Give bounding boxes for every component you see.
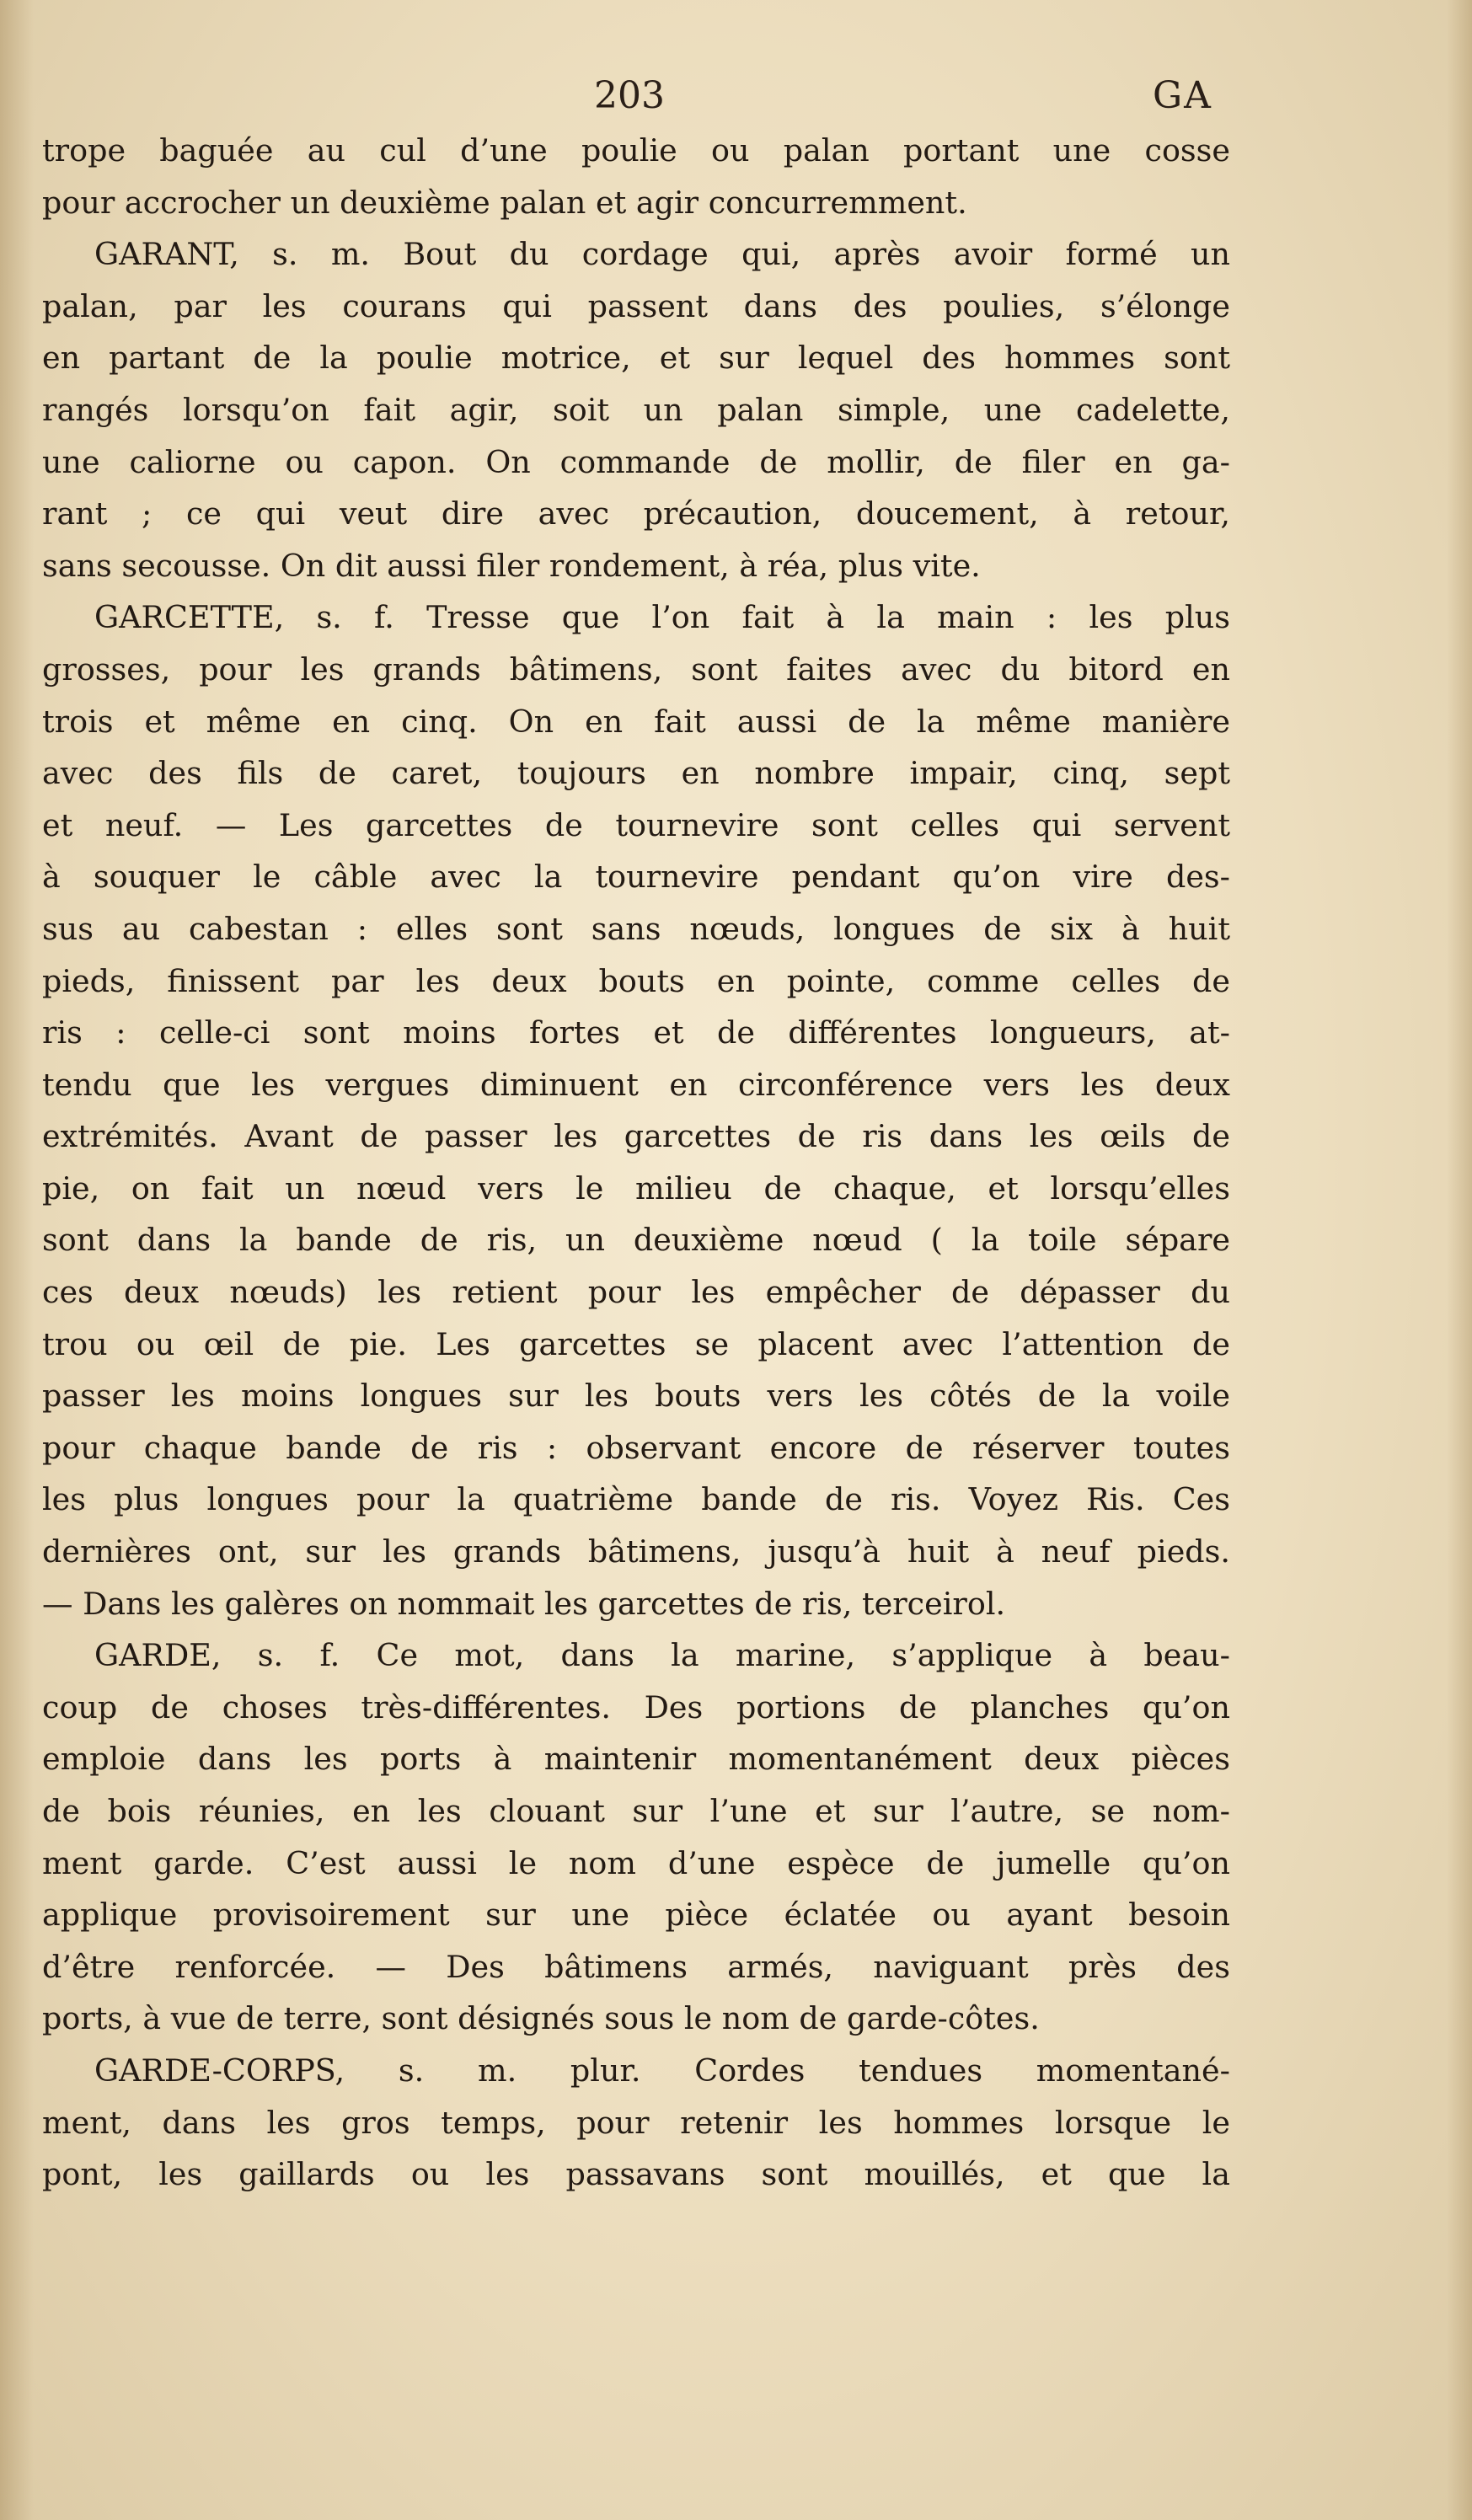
text-line: emploie dans les ports à maintenir momentanément deux pièces — [42, 1741, 1230, 1778]
text-line: pour chaque bande de ris : observant encore de réserver toutes — [42, 1429, 1230, 1466]
text-line: pie, on fait un nœud vers le milieu de chaque, et lorsqu’elles — [42, 1169, 1230, 1206]
running-head — [0, 74, 1472, 125]
text-line: avec des fils de caret, toujours en nombre impair, cinq, sept — [42, 755, 1230, 792]
text-line: de bois réunies, en les clouant sur l’une et sur l’autre, se nom- — [42, 1793, 1230, 1829]
body-text — [42, 125, 1230, 2201]
text-line: ment garde. C’est aussi le nom d’une espèce de jumelle qu’on — [42, 1844, 1230, 1881]
text-line: coup de choses très-différentes. Des portions de planches qu’on — [42, 1688, 1230, 1725]
text-line: rant ; ce qui veut dire avec précaution, doucement, à retour, — [42, 495, 1230, 532]
text-line: pour accrocher un deuxième palan et agir concurremment. — [42, 184, 967, 221]
text-line: trou ou œil de pie. Les garcettes se placent avec l’attention de — [42, 1325, 1230, 1362]
text-line: et neuf. — Les garcettes de tournevire sont celles qui servent — [42, 806, 1230, 843]
page-number: 203 — [594, 74, 665, 117]
text-line: en partant de la poulie motrice, et sur lequel des hommes sont — [42, 340, 1230, 377]
text-line: pont, les gaillards ou les passavans sont mouillés, et que la — [42, 2156, 1230, 2193]
text-line: ces deux nœuds) les retient pour les empêcher de dépasser du — [42, 1274, 1230, 1311]
text-line: — Dans les galères on nommait les garcettes de ris, terceirol. — [42, 1585, 1006, 1622]
text-line: passer les moins longues sur les bouts vers les côtés de la voile — [42, 1378, 1230, 1415]
text-line: palan, par les courans qui passent dans des poulies, s’élonge — [42, 287, 1230, 324]
text-line: trois et même en cinq. On en fait aussi de la même manière — [42, 703, 1230, 740]
text-line: une caliorne ou capon. On commande de mollir, de filer en ga- — [42, 443, 1230, 480]
text-line: d’être renforcée. — Des bâtimens armés, naviguant près des — [42, 1948, 1230, 1985]
text-line: sus au cabestan : elles sont sans nœuds, longues de six à huit — [42, 910, 1230, 947]
text-line: ment, dans les gros temps, pour retenir les hommes lorsque le — [42, 2104, 1230, 2141]
text-line: ris : celle-ci sont moins fortes et de différentes longueurs, at- — [42, 1014, 1230, 1051]
text-line: rangés lorsqu’on fait agir, soit un palan simple, une cadelette, — [42, 391, 1230, 428]
text-line: GARDE-CORPS, s. m. plur. Cordes tendues momentané- — [94, 2052, 1230, 2089]
text-line: GARDE, s. f. Ce mot, dans la marine, s’applique à beau- — [94, 1637, 1230, 1674]
text-line: tendu que les vergues diminuent en circonférence vers les deux — [42, 1066, 1230, 1103]
text-line: applique provisoirement sur une pièce éclatée ou ayant besoin — [42, 1897, 1230, 1934]
text-line: GARANT, s. m. Bout du cordage qui, après avoir formé un — [94, 236, 1230, 273]
text-line: pieds, finissent par les deux bouts en pointe, comme celles de — [42, 962, 1230, 999]
text-line: les plus longues pour la quatrième bande de ris. Voyez Ris. Ces — [42, 1481, 1230, 1518]
text-line: GARCETTE, s. f. Tresse que l’on fait à la main : les plus — [94, 599, 1230, 636]
text-line: grosses, pour les grands bâtimens, sont faites avec du bitord en — [42, 650, 1230, 688]
text-line: ports, à vue de terre, sont désignés sous le nom de garde-côtes. — [42, 2000, 1040, 2037]
text-line: dernières ont, sur les grands bâtimens, jusqu’à huit à neuf pieds. — [42, 1533, 1230, 1570]
text-line: sont dans la bande de ris, un deuxième nœud ( la toile sépare — [42, 1222, 1230, 1259]
text-line: extrémités. Avant de passer les garcettes de ris dans les œils de — [42, 1118, 1230, 1155]
text-line: à souquer le câble avec la tournevire pendant qu’on vire des- — [42, 859, 1230, 896]
text-line: trope baguée au cul d’une poulie ou palan portant une cosse — [42, 132, 1230, 169]
text-line: sans secousse. On dit aussi filer rondement, à réa, plus vite. — [42, 547, 981, 584]
running-head-word: GA — [1153, 74, 1212, 117]
